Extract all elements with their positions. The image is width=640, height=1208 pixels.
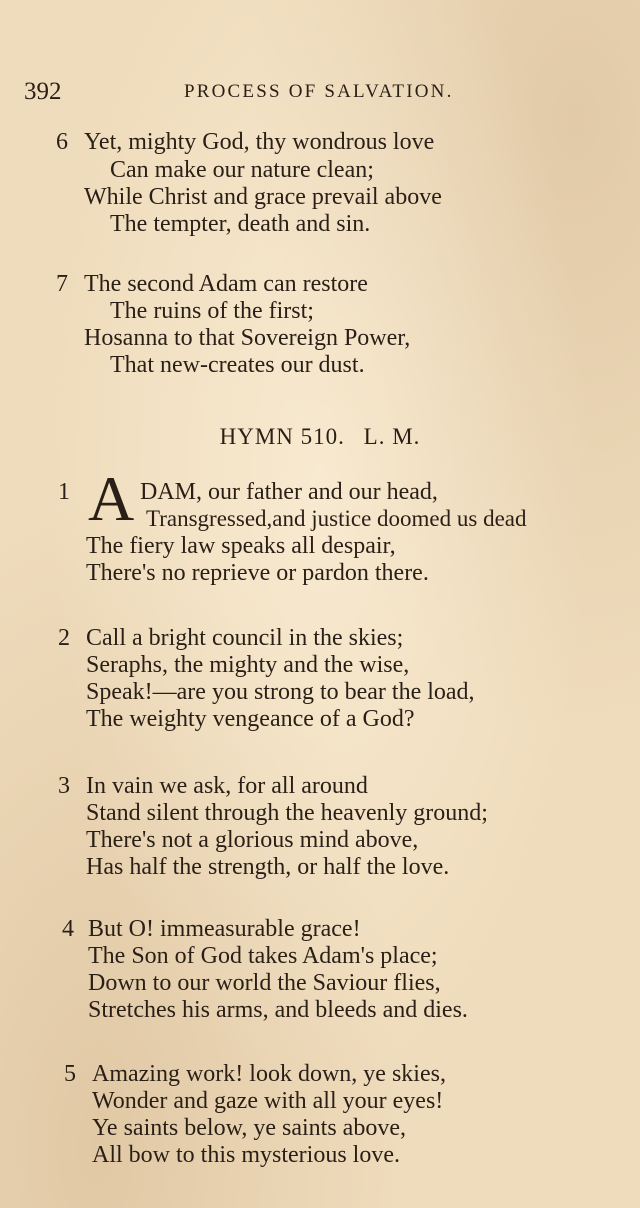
stanza-number: 6: [56, 129, 68, 155]
page-header: [24, 78, 624, 108]
verse-line: The tempter, death and sin.: [110, 211, 371, 237]
verse-line: Hosanna to that Sovereign Power,: [84, 325, 411, 351]
verse-line: Call a bright council in the skies;: [86, 625, 404, 651]
verse-line: Can make our nature clean;: [110, 157, 374, 183]
verse-line: Yet, mighty God, thy wondrous love: [84, 129, 435, 155]
verse-line: Speak!—are you strong to bear the load,: [86, 679, 475, 705]
verse-line: Wonder and gaze with all your eyes!: [92, 1088, 444, 1114]
verse-line: Transgressed,and justice doomed us dead: [146, 506, 527, 531]
verse-line: Seraphs, the mighty and the wise,: [86, 652, 410, 678]
verse-line: Down to our world the Saviour flies,: [88, 970, 441, 996]
stanza-number: 7: [56, 271, 68, 297]
verse-line: The fiery law speaks all despair,: [86, 533, 396, 559]
verse-line: There's no reprieve or pardon there.: [86, 560, 429, 586]
drop-cap: A: [88, 463, 135, 534]
verse-line: The ruins of the first;: [110, 298, 314, 324]
verse-line: The second Adam can restore: [84, 271, 368, 297]
verse-line: Stretches his arms, and bleeds and dies.: [88, 997, 468, 1023]
hymn-number: HYMN 510.: [219, 424, 345, 449]
verse-line: Stand silent through the heavenly ground;: [86, 800, 488, 826]
verse-line: All bow to this mysterious love.: [92, 1142, 400, 1168]
verse-line: But O! immeasurable grace!: [88, 916, 361, 942]
verse-line: While Christ and grace prevail above: [84, 184, 442, 210]
verse-line: The Son of God takes Adam's place;: [88, 943, 438, 969]
verse-line: The weighty vengeance of a God?: [86, 706, 415, 732]
stanza-number: 5: [64, 1061, 76, 1087]
verse-line: Amazing work! look down, ye skies,: [92, 1061, 446, 1087]
stanza-number: 3: [58, 773, 70, 799]
verse-line: That new-creates our dust.: [110, 352, 365, 378]
page-number: 392: [24, 78, 62, 105]
verse-line: Ye saints below, ye saints above,: [92, 1115, 406, 1141]
hymn-title: [0, 424, 640, 450]
hymn-meter: L. M.: [363, 424, 421, 449]
running-head: PROCESS OF SALVATION.: [184, 81, 454, 102]
stanza-number: 2: [58, 625, 70, 651]
verse-line: Has half the strength, or half the love.: [86, 854, 450, 880]
verse-line: There's not a glorious mind above,: [86, 827, 419, 853]
verse-line: In vain we ask, for all around: [86, 773, 368, 799]
verse-line: DAM, our father and our head,: [140, 479, 438, 505]
stanza-number: 4: [62, 916, 74, 942]
stanza-number: 1: [58, 479, 70, 505]
